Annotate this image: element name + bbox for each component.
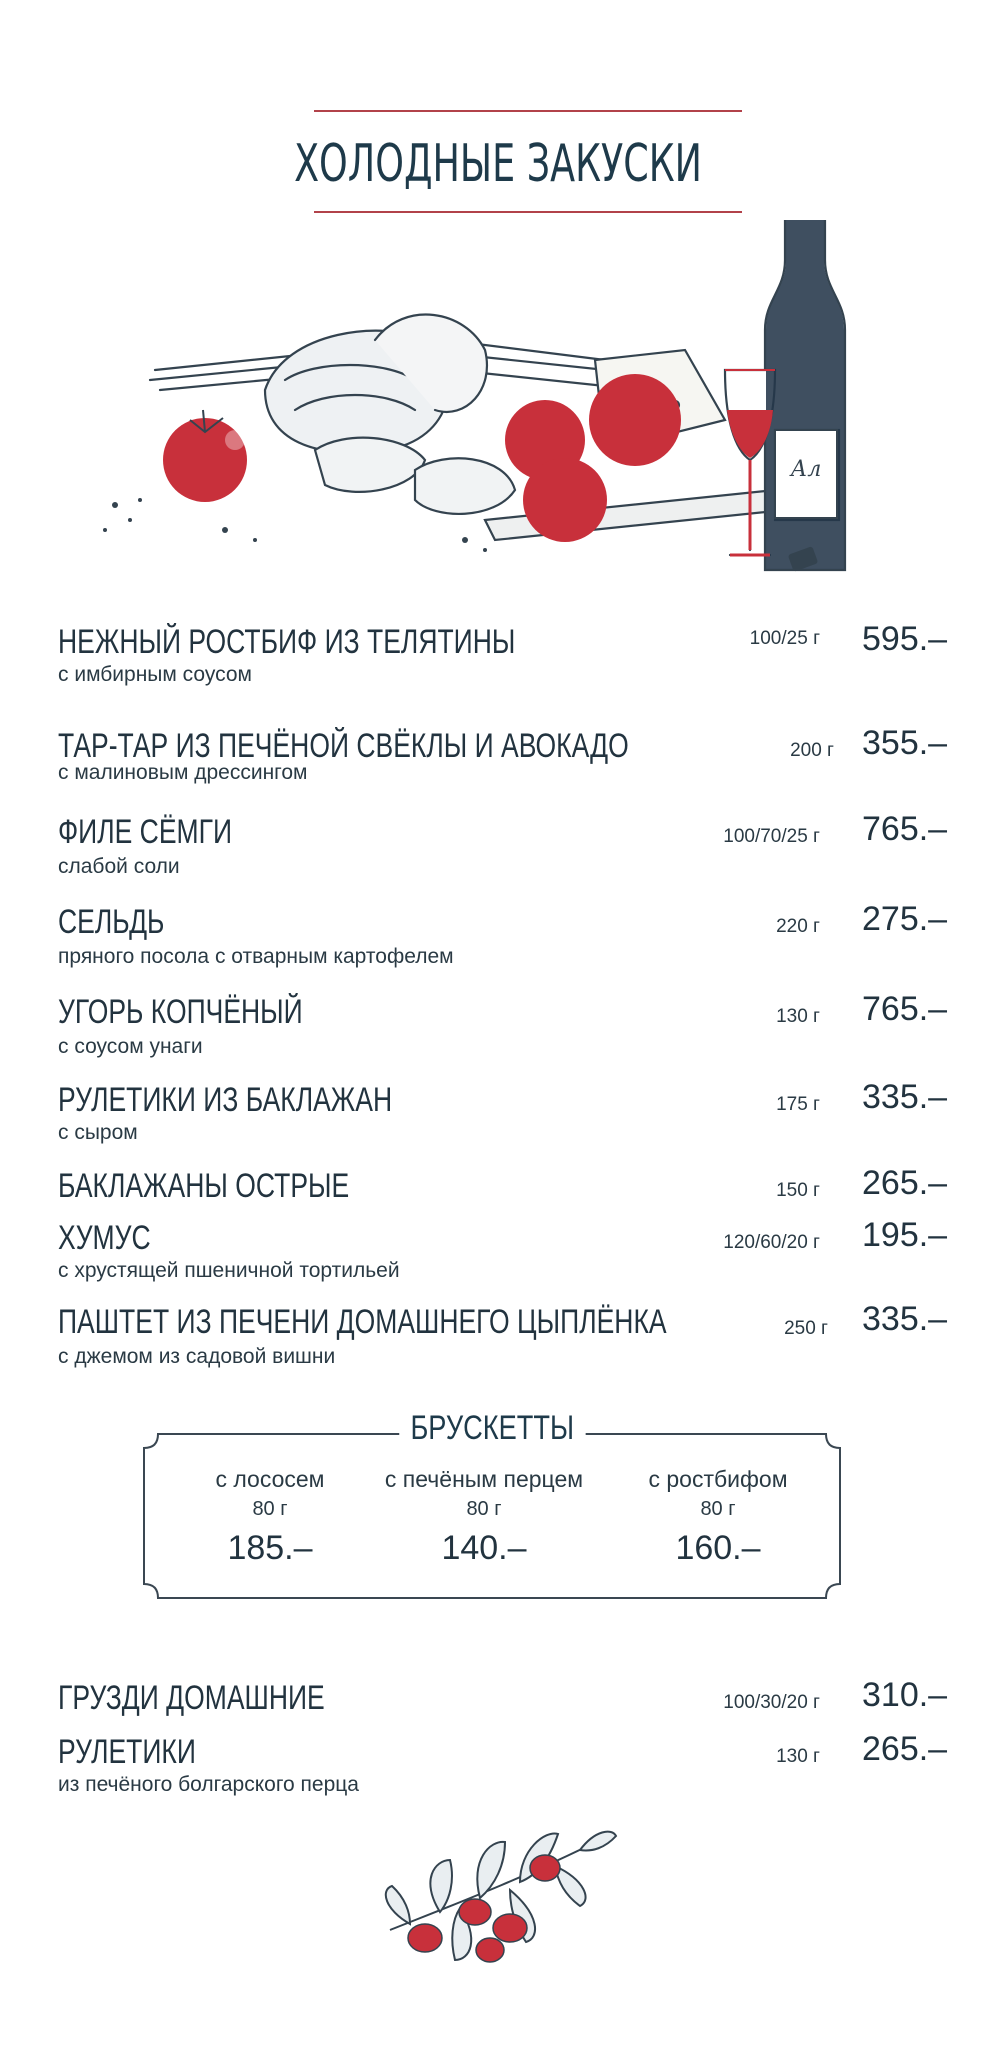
bruschetta-title: БРУСКЕТТЫ [140,1408,844,1448]
bruschetta-label: с печёным перцем [384,1466,584,1492]
item-name: БАКЛАЖАНЫ ОСТРЫЕ [58,1167,350,1205]
item-name: РУЛЕТИКИ [58,1733,196,1771]
item-price: 355.– [862,724,948,762]
bruschetta-label: с лососем [215,1466,325,1492]
bruschetta-section [140,1409,844,1600]
item-description: с хрустящей пшеничной тортильей [58,1259,400,1282]
item-price: 765.– [862,810,948,848]
bruschetta-price: 140.– [441,1529,527,1567]
item-weight: 150 г [776,1180,820,1201]
item-weight: 130 г [776,1746,820,1767]
item-price: 195.– [862,1216,948,1254]
item-weight: 200 г [790,740,834,761]
item-weight: 100/30/20 г [723,1692,820,1713]
title-bottom-rule [314,211,742,213]
section-title: ХОЛОДНЫЕ ЗАКУСКИ [294,134,702,194]
bruschetta-weight: 80 г [252,1498,288,1520]
bruschetta-option [374,1464,594,1572]
item-description: с малиновым дрессингом [58,761,308,784]
item-name: УГОРЬ КОПЧЁНЫЙ [58,993,303,1031]
item-description: с сыром [58,1121,138,1144]
item-name: РУЛЕТИКИ ИЗ БАКЛАЖАН [58,1081,393,1119]
item-description: с соусом унаги [58,1035,203,1058]
item-name: ПАШТЕТ ИЗ ПЕЧЕНИ ДОМАШНЕГО ЦЫПЛЁНКА [58,1303,667,1341]
bruschetta-label: с ростбифом [648,1466,788,1492]
item-price: 275.– [862,900,948,938]
item-description: пряного посола с отварным картофелем [58,945,454,968]
item-name: НЕЖНЫЙ РОСТБИФ ИЗ ТЕЛЯТИНЫ [58,623,516,661]
bruschetta-weight: 80 г [700,1498,736,1520]
item-name: ФИЛЕ СЁМГИ [58,813,233,851]
item-description: с имбирным соусом [58,663,252,686]
item-price: 595.– [862,620,948,658]
item-name: ТАР-ТАР ИЗ ПЕЧЁНОЙ СВЁКЛЫ И АВОКАДО [58,727,629,765]
bruschetta-weight: 80 г [466,1498,502,1520]
still-life-illustration [85,220,855,580]
item-weight: 220 г [776,916,820,937]
item-price: 265.– [862,1164,948,1202]
item-weight: 130 г [776,1006,820,1027]
item-price: 310.– [862,1676,948,1714]
item-weight: 175 г [776,1094,820,1115]
item-description: с джемом из садовой вишни [58,1345,336,1368]
item-weight: 100/70/25 г [723,826,820,847]
item-name: ГРУЗДИ ДОМАШНИЕ [58,1679,325,1717]
item-price: 265.– [862,1730,948,1768]
item-price: 335.– [862,1300,948,1338]
item-name: ХУМУС [58,1219,151,1257]
item-description: из печёного болгарского перца [58,1773,359,1796]
title-top-rule [314,110,742,112]
item-price: 765.– [862,990,948,1028]
item-name: СЕЛЬДЬ [58,903,165,941]
item-weight: 120/60/20 г [723,1232,820,1253]
bruschetta-price: 185.– [227,1529,313,1567]
item-price: 335.– [862,1078,948,1116]
bruschetta-option [160,1464,380,1572]
item-weight: 250 г [784,1318,828,1339]
bruschetta-option [608,1464,828,1572]
item-weight: 100/25 г [749,628,820,649]
olive-branch-illustration [380,1820,620,1970]
item-description: слабой соли [58,855,180,878]
svg-text:Ал: Ал [790,457,822,482]
bruschetta-price: 160.– [675,1529,761,1567]
